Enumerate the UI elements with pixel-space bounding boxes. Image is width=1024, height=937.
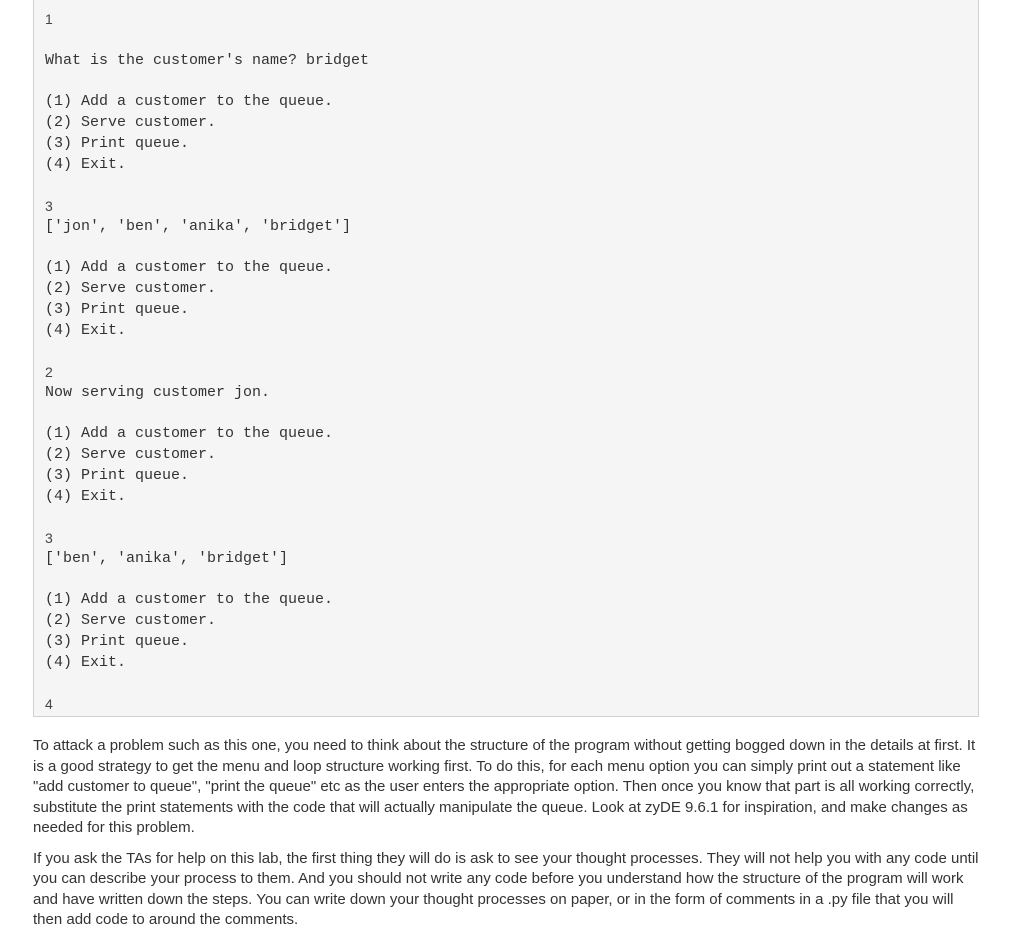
console-output-line: (1) Add a customer to the queue. [45,93,334,110]
console-output-line: (3) Print queue. [45,633,190,650]
console-output-line: (3) Print queue. [45,301,190,318]
console-output-line: What is the customer's name? bridget [45,52,370,69]
console-output-line: (3) Print queue. [45,135,190,152]
instructions-text [33,736,983,937]
console-output-line: (3) Print queue. [45,467,190,484]
console-input-line: 2 [45,364,53,380]
console-output-line: Now serving customer jon. [45,384,271,401]
console-output-line: (1) Add a customer to the queue. [45,591,334,608]
console-input-line: 3 [45,530,53,546]
console-output-line: (2) Serve customer. [45,612,217,629]
instruction-paragraph-2: If you ask the TAs for help on this lab, the first thing they will do is ask to see your thought processes. They will not help you with any code until you can describe your process to them. And you should not write any code before you understand how the structure of the program will work and have written down the steps. You can write down your thought processes on paper, or in the form of comments in a .py file that you will then add code to around the comments. [33,849,979,928]
console-output-line: (1) Add a customer to the queue. [45,425,334,442]
console-output-panel [33,0,979,717]
console-output-line: (4) Exit. [45,322,127,339]
console-output-line: (4) Exit. [45,488,127,505]
console-input-line: 3 [45,198,53,214]
console-output-line: (1) Add a customer to the queue. [45,259,334,276]
console-output-line: ['jon', 'ben', 'anika', 'bridget'] [45,218,352,235]
console-output-line: (2) Serve customer. [45,446,217,463]
console-output-line: ['ben', 'anika', 'bridget'] [45,550,289,567]
console-output-line: (4) Exit. [45,156,127,173]
console-output-line: (4) Exit. [45,654,127,671]
instruction-paragraph-1: To attack a problem such as this one, you need to think about the structure of the program without getting bogged down in the details at first. It is a good strategy to get the menu and loop structure working first. To do this, for each menu option you can simply print out a statement like "add customer to queue", "print the queue" etc as the user enters the appropriate option. Then once you know that part is all working correctly, substitute the print statements with the code that will actually manipulate the queue. Look at zyDE 9.6.1 for inspiration, and make changes as needed for this problem. [33,737,976,836]
console-input-line: 4 [45,696,53,712]
console-output-line: (2) Serve customer. [45,114,217,131]
console-input-line: 1 [45,11,53,27]
console-output-line: (2) Serve customer. [45,280,217,297]
